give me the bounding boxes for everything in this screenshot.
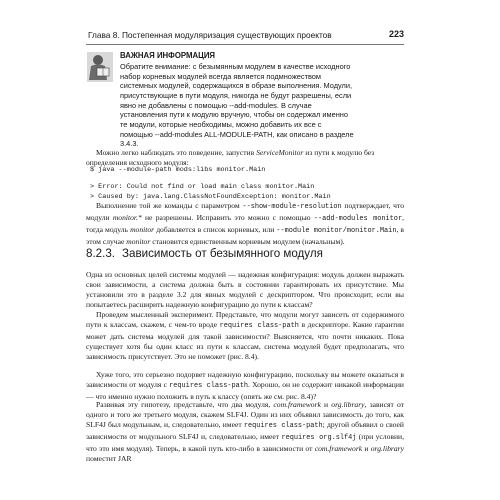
code-inline: requires class-path	[169, 381, 248, 390]
italic-term: monitor.*	[112, 212, 142, 222]
text-run: и	[362, 443, 371, 453]
paragraph-6	[86, 400, 404, 463]
paragraph-1	[86, 148, 404, 168]
italic-term: org.library	[370, 443, 404, 453]
text-run: из пути к модулю без определения исходного модуля:	[86, 148, 375, 167]
text-run: (при условии, что это имя модуля). Теперь, в какой путь кто-либо в зависимости от	[86, 431, 404, 453]
chapter-title: Глава 8. Постепенная модуляризация существующих проектов	[88, 30, 332, 40]
code-inline: requires class-path	[219, 321, 299, 330]
code-inline: --module monitor/monitor.Main	[276, 226, 397, 235]
code-inline: --add-modules monitor	[313, 214, 403, 223]
text-run: Хуже того, это серьезно подорвет надежную конфигурацию, поскольку вы можете оказаться в зависимости от модуля с	[86, 370, 404, 389]
section-title: Зависимость от безымянного модуля	[122, 247, 323, 260]
section-heading	[86, 247, 404, 260]
text-run: Выполнение той же команды с параметром	[96, 201, 243, 210]
page-number: 223	[388, 29, 404, 39]
info-heading: ВАЖНАЯ ИНФОРМАЦИЯ	[120, 51, 216, 60]
italic-term: monitor	[130, 224, 155, 234]
running-header	[86, 30, 404, 45]
italic-term: org.library	[331, 400, 365, 409]
text-run: подтверждает, что модули	[86, 201, 404, 222]
text-run: в дескрипторе. Какие гарантии может дать система модулей для такой зависимости? Выясняется, что почти никаких. Пока существует хотя бы один класс из пути к классам, система модулей будет предполагать, что зависимость присутствует. Это не поможет (рис. 8.4).	[86, 319, 404, 361]
text-run: ; другой объявил о своей зависимости от модульного SLF4J и, следовательно, имеет	[86, 419, 404, 441]
code-command: $ java --module-path mods:libs monitor.Main	[90, 166, 266, 174]
text-run: Проведем мысленный эксперимент. Представьте, что модули могут зависеть от содержимого пути к классам, скажем, с чем-то вроде	[86, 310, 404, 329]
italic-term: monitor	[126, 236, 151, 246]
text-run: Развивая эту гипотезу, представьте, что два модуля,	[96, 400, 274, 409]
italic-term: com.framework	[273, 400, 321, 409]
person-reading-icon	[87, 52, 113, 82]
text-run: и	[320, 400, 332, 409]
text-run: , зависят от одного и того же третьего модуля, скажем SLF4J. Один из них объявил зависимость до того, как SLF4J был модульным, и, следовательно, имеет	[86, 400, 404, 429]
paragraph-4	[86, 310, 404, 362]
text-run: , в этом случае	[86, 224, 404, 246]
text-run: . Хорошо, он не содержит никакой информации — что именно нужно положить в путь к классу (опять же см. рис. 8.4)?	[86, 379, 404, 401]
italic-term: com.framework	[314, 443, 363, 453]
paragraph-5	[86, 370, 404, 402]
info-body: Обратите внимание: с безымянным модулем в качестве исходного набор корневых модулей всегда является подмножеством системных модулей, содержащихся в образе выполнения. Модули, присутствующие в пути модуля, никогда не будут разрешены, если явно не добавлены с помощью --add-modules. В случае установления пути к модулю вручную, чтобы он содержал именно те модули, которые необходимы, можно добавить их все с помощью --add-modules ALL-MODULE-PATH, как описано в разделе 3.4.3.	[120, 62, 354, 149]
text-run: , тогда модуль	[86, 212, 404, 234]
code-inline: requires class-path	[243, 421, 323, 430]
code-inline: --show-module-resolution	[242, 203, 342, 211]
text-run: Можно легко наблюдать это поведение, запустив	[96, 148, 257, 157]
code-output: > Error: Could not find or load main class monitor.Main > Caused by: java.lang.ClassNotFoundException: monitor.Main	[90, 183, 331, 201]
text-run: поместит JAR	[86, 453, 132, 463]
paragraph-3: Одна из основных целей системы модулей — надежная конфигурация: модуль должен выражать свои зависимости, а система должна быть в состоянии гарантировать их присутствие. Мы установили это в разделе 3.2 для явных модулей с дескриптором. Что происходит, если вы попытаетесь расширить надежную конфигурацию до пути к классам?	[86, 270, 404, 309]
important-info-box	[86, 50, 404, 149]
italic-term: ServiceMonitor	[256, 148, 304, 157]
code-inline: requires org.slf4j	[281, 433, 357, 442]
text-run: не разрешены. Исправить это можно с помощью	[141, 212, 314, 222]
text-run: становится единственным корневым модулем (начальным).	[150, 236, 345, 246]
section-number: 8.2.3.	[86, 247, 116, 260]
paragraph-2	[86, 201, 404, 247]
text-run: добавляется в список корневых, или	[154, 224, 277, 234]
